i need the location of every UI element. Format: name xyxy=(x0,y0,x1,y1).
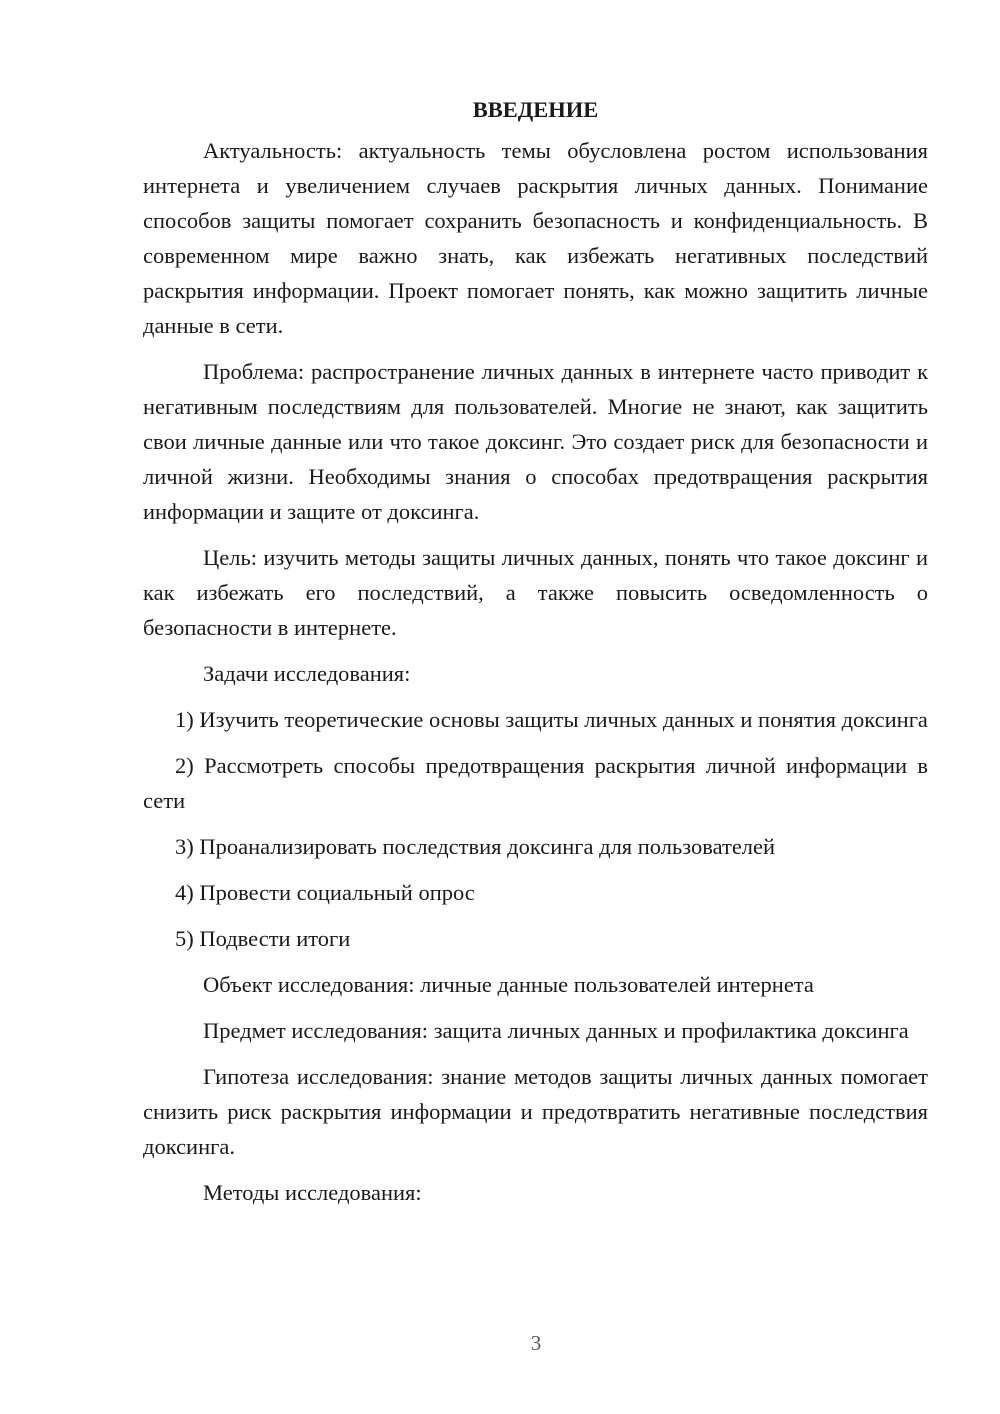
page-title: ВВЕДЕНИЕ xyxy=(472,97,599,122)
methods-heading: Методы исследования: xyxy=(203,1180,422,1205)
relevance-paragraph: Актуальность: актуальность темы обусловлена ростом использования интернета и увеличением случаев раскрытия личных данных. Понимание способов защиты помогает сохранить безопасность и конфиденциальность. В современном мире важно знать, как избежать негативных последствий раскрытия информации. Проект помогает понять, как можно защитить личные данные в сети. xyxy=(143,138,928,338)
tasks-heading: Задачи исследования: xyxy=(203,661,411,686)
problem-paragraph: Проблема: распространение личных данных в интернете часто приводит к негативным последствиям для пользователей. Многие не знают, как защитить свои личные данные или что такое доксинг. Это создает риск для безопасности и личной жизни. Необходимы знания о способах предотвращения раскрытия информации и защите от доксинга. xyxy=(143,359,928,524)
hypothesis-paragraph: Гипотеза исследования: знание методов защиты личных данных помогает снизить риск раскрытия информации и предотвратить негативные последствия доксинга. xyxy=(143,1064,928,1159)
subject-paragraph: Предмет исследования: защита личных данных и профилактика доксинга xyxy=(203,1018,909,1043)
task-item-2: 2) Рассмотреть способы предотвращения раскрытия личной информации в сети xyxy=(143,753,928,813)
task-item-5: 5) Подвести итоги xyxy=(175,926,351,951)
goal-paragraph: Цель: изучить методы защиты личных данных, понять что такое доксинг и как избежать его последствий, а также повысить осведомленность о безопасности в интернете. xyxy=(143,545,928,640)
page-content xyxy=(143,92,928,1221)
task-item-1: 1) Изучить теоретические основы защиты личных данных и понятия доксинга xyxy=(175,707,928,732)
object-paragraph: Объект исследования: личные данные пользователей интернета xyxy=(203,972,814,997)
page-number: 3 xyxy=(530,1331,542,1355)
task-item-3: 3) Проанализировать последствия доксинга для пользователей xyxy=(175,834,776,859)
task-item-4: 4) Провести социальный опрос xyxy=(175,880,475,905)
